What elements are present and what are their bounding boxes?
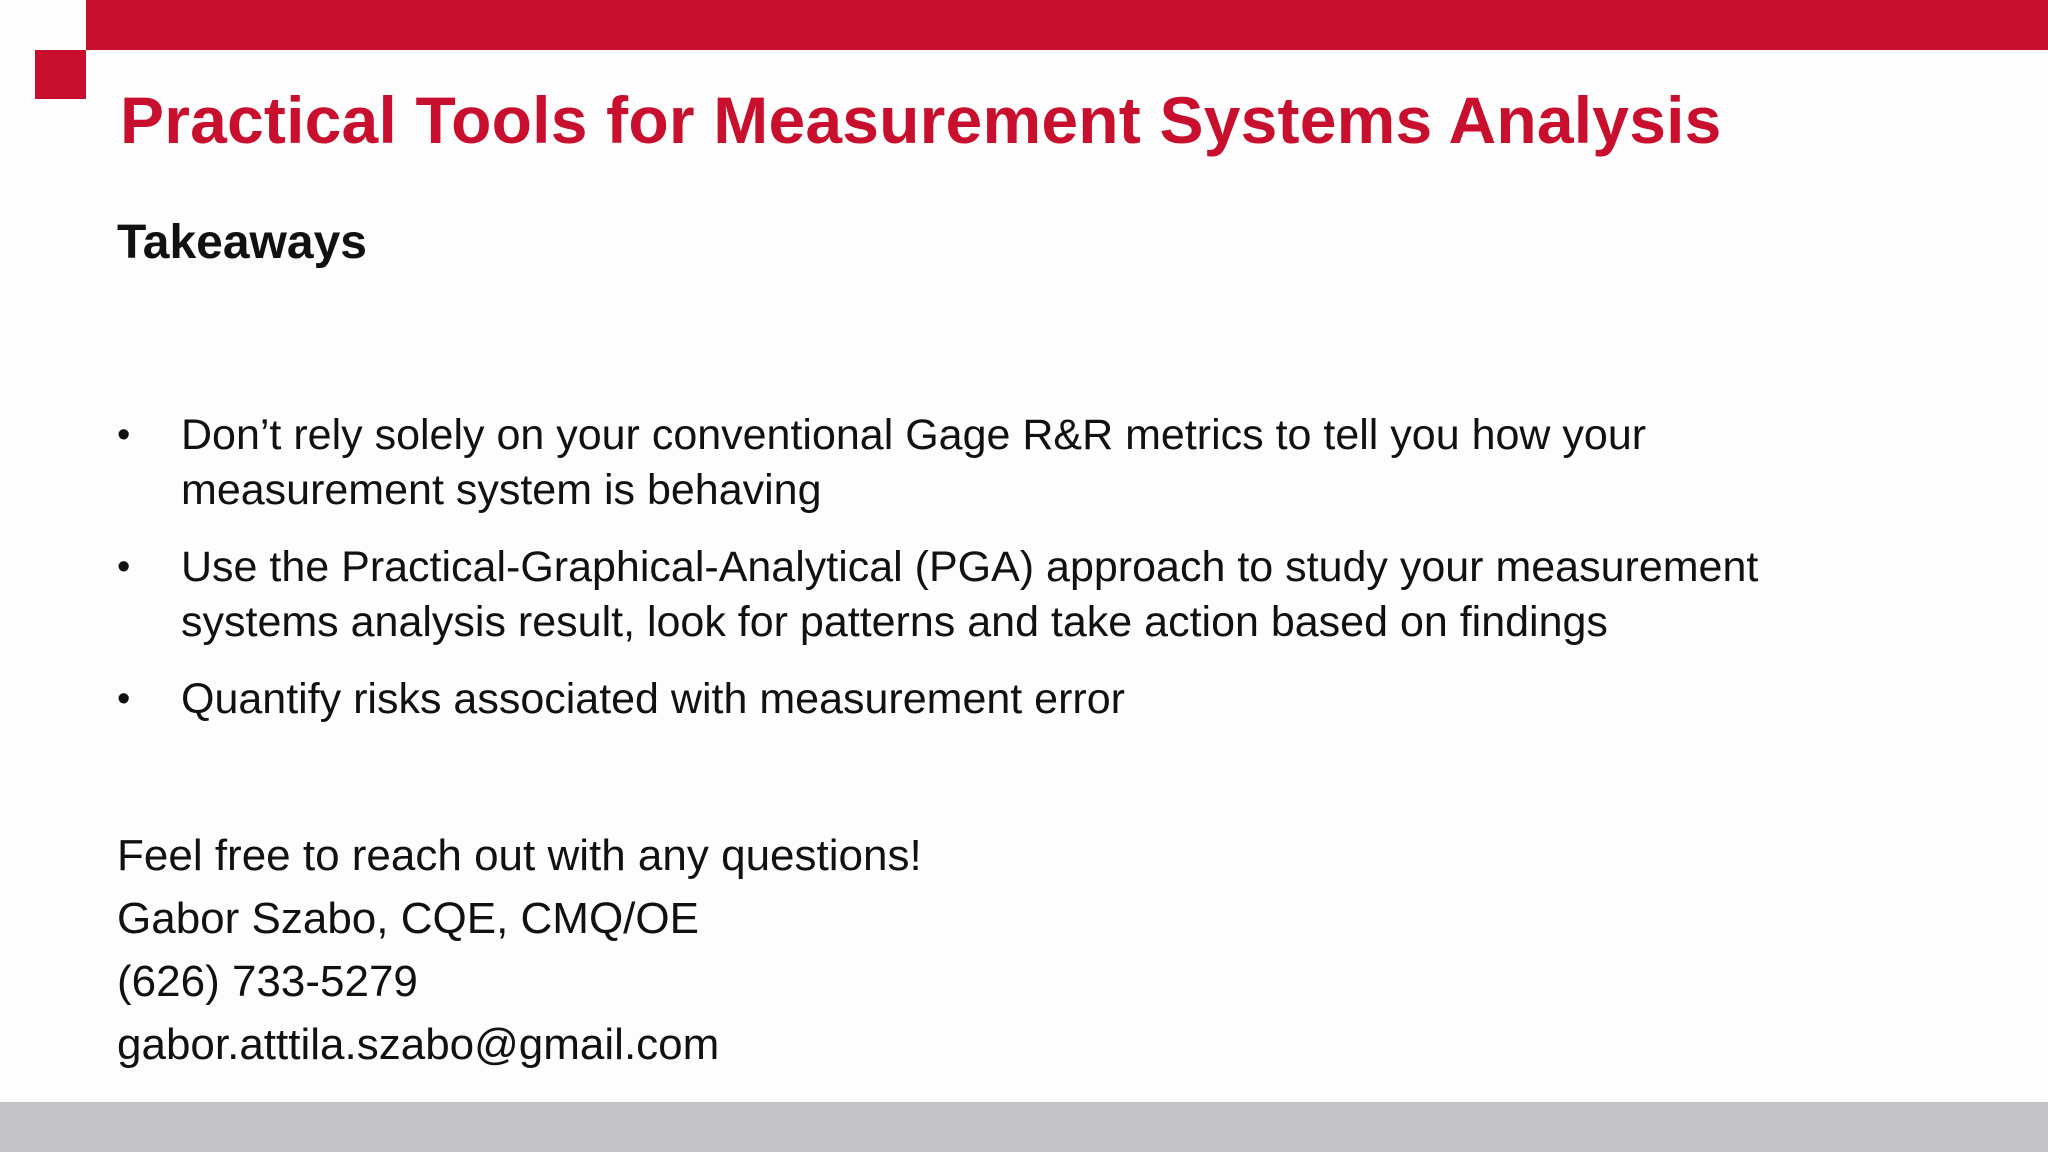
contact-block xyxy=(117,824,922,1076)
takeaway-text: Don’t rely solely on your conventional Gage R&R metrics to tell you how your measurement system is behaving xyxy=(181,411,1647,514)
bullet-icon: • xyxy=(117,414,131,456)
header-accent-bar xyxy=(86,0,2048,50)
bullet-icon: • xyxy=(117,678,131,720)
contact-invite: Feel free to reach out with any questions! xyxy=(117,831,922,880)
takeaways-list xyxy=(117,408,1917,749)
takeaway-item xyxy=(117,540,1917,650)
contact-email: gabor.atttila.szabo@gmail.com xyxy=(117,1020,720,1069)
contact-phone: (626) 733-5279 xyxy=(117,957,418,1006)
takeaway-text: Quantify risks associated with measurement error xyxy=(181,675,1125,723)
footer-bar xyxy=(0,1102,2048,1152)
slide-subtitle: Takeaways xyxy=(117,216,367,269)
corner-accent-square xyxy=(35,50,86,99)
page-margin xyxy=(0,0,86,1102)
takeaway-item xyxy=(117,408,1917,518)
takeaway-text: Use the Practical-Graphical-Analytical (PGA) approach to study your measurement systems analysis result, look for patterns and take action based on findings xyxy=(181,543,1759,646)
bullet-icon: • xyxy=(117,546,131,588)
takeaway-item xyxy=(117,672,1917,727)
slide-title: Practical Tools for Measurement Systems Analysis xyxy=(120,83,1722,157)
contact-name: Gabor Szabo, CQE, CMQ/OE xyxy=(117,894,699,943)
